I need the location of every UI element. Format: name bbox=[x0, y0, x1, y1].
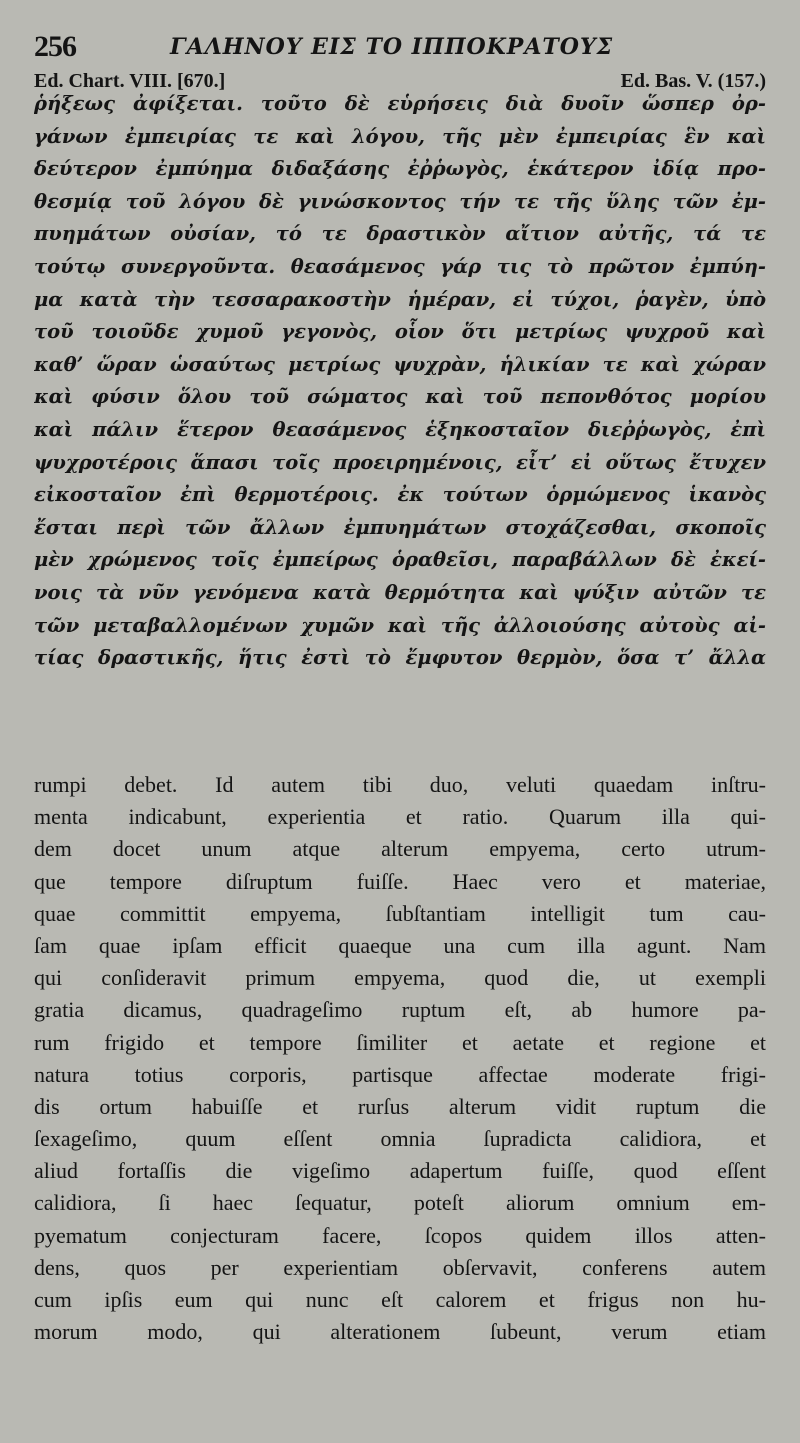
greek-text-line: ῥήξεως ἀφίξεται. τοῦτο δὲ εὑρήσεις διὰ δυοῖν ὥσπερ ὀρ- bbox=[34, 92, 766, 115]
latin-text-line: morum modo, qui alterationem ſubeunt, verum etiam bbox=[34, 1319, 766, 1345]
greek-text-line: δεύτερον ἐμπύημα διδαξάσης ἐῤῥωγὸς, ἑκάτερον ἰδίᾳ προ- bbox=[34, 157, 766, 181]
latin-text-line: dis ortum habuiſſe et rurſus alterum vidit ruptum die bbox=[34, 1093, 766, 1119]
latin-text-line: calidiora, ſi haec ſequatur, poteſt aliorum omnium em- bbox=[34, 1190, 766, 1216]
greek-text-line: νοις τὰ νῦν γενόμενα κατὰ θερμότητα καὶ ψύξιν αὐτῶν τε bbox=[34, 580, 766, 604]
latin-text-line: dens, quos per experientiam obſervavit, conferens autem bbox=[34, 1254, 766, 1280]
edition-reference-basel: Ed. Bas. V. (157.) bbox=[620, 70, 766, 92]
latin-text-block bbox=[34, 769, 766, 1348]
greek-text-line: ἔσται περὶ τῶν ἄλλων ἐμπυημάτων στοχάζεσθαι, σκοποῖς bbox=[34, 515, 766, 539]
latin-text-line: qui conſideravit primum empyema, quod die, ut exempli bbox=[34, 965, 766, 991]
latin-text-line: dem docet unum atque alterum empyema, certo utrum- bbox=[34, 836, 766, 862]
greek-text-line: θεσμίᾳ τοῦ λόγου δὲ γινώσκοντος τήν τε τῆς ὕλης τῶν ἐμ- bbox=[34, 189, 766, 213]
greek-text-line: καὶ πάλιν ἕτερον θεασάμενος ἑξηκοσταῖον διεῤῥωγὸς, ἐπὶ bbox=[34, 417, 766, 441]
latin-text-line: menta indicabunt, experientia et ratio. Quarum illa qui- bbox=[34, 804, 766, 830]
latin-text-line: quae committit empyema, ſubſtantiam intelligit tum cau- bbox=[34, 900, 766, 926]
latin-text-line: gratia dicamus, quadrageſimo ruptum eſt, ab humore pa- bbox=[34, 997, 766, 1023]
greek-text-line: εἰκοσταῖον ἐπὶ θερμοτέροις. ἐκ τούτων ὁρμώμενος ἱκανὸς bbox=[34, 483, 766, 507]
latin-text-line: que tempore diſruptum fuiſſe. Haec vero et materiae, bbox=[34, 868, 766, 894]
greek-text-line: μα κατὰ τὴν τεσσαρακοστὴν ἡμέραν, εἰ τύχοι, ῥαγὲν, ὑπὸ bbox=[34, 287, 766, 311]
running-title: ΓΑΛΗΝΟΥ ΕΙΣ ΤΟ ΙΠΠΟΚΡΑΤΟΥΣ bbox=[170, 34, 614, 60]
latin-text-line: ſexageſimo, quum eſſent omnia ſupradicta calidiora, et bbox=[34, 1126, 766, 1152]
greek-text-line: πυημάτων οὐσίαν, τό τε δραστικὸν αἴτιον αὐτῆς, τά τε bbox=[34, 222, 766, 246]
edition-reference-chartier: Ed. Chart. VIII. [670.] bbox=[34, 70, 226, 92]
greek-text-line: μὲν χρώμενος τοῖς ἐμπείρως ὁραθεῖσι, παραβάλλων δὲ ἐκεί- bbox=[34, 548, 766, 572]
greek-text-line: ψυχροτέροις ἅπασι τοῖς προειρημένοις, εἶτ’ εἰ οὕτως ἔτυχεν bbox=[34, 450, 766, 474]
latin-text-line: natura totius corporis, partisque affectae moderate frigi- bbox=[34, 1061, 766, 1087]
greek-text-line: γάνων ἐμπειρίας τε καὶ λόγου, τῆς μὲν ἐμπειρίας ἓν καὶ bbox=[34, 124, 766, 148]
greek-text-block bbox=[34, 88, 766, 675]
latin-text-line: pyematum conjecturam facere, ſcopos quidem illos atten- bbox=[34, 1222, 766, 1248]
running-head bbox=[34, 30, 774, 64]
latin-text-line: rumpi debet. Id autem tibi duo, veluti quaedam inſtru- bbox=[34, 772, 766, 797]
latin-text-line: ſam quae ipſam efficit quaeque una cum illa agunt. Nam bbox=[34, 932, 766, 958]
latin-text-line: rum frigido et tempore ſimiliter et aetate et regione et bbox=[34, 1029, 766, 1055]
greek-text-line: τίας δραστικῆς, ἥτις ἐστὶ τὸ ἔμφυτον θερμὸν, ὅσα τ’ ἄλλα bbox=[34, 646, 766, 670]
page-number: 256 bbox=[34, 30, 76, 63]
latin-text-line: aliud fortaſſis die vigeſimo adapertum fuiſſe, quod eſſent bbox=[34, 1158, 766, 1184]
greek-text-line: τοῦ τοιοῦδε χυμοῦ γεγονὸς, οἷον ὅτι μετρίως ψυχροῦ καὶ bbox=[34, 320, 766, 344]
greek-text-line: καὶ φύσιν ὅλου τοῦ σώματος καὶ τοῦ πεπονθότος μορίου bbox=[34, 385, 766, 409]
greek-text-line: καθ’ ὥραν ὡσαύτως μετρίως ψυχρὰν, ἡλικίαν τε καὶ χώραν bbox=[34, 352, 766, 376]
latin-text-line: cum ipſis eum qui nunc eſt calorem et frigus non hu- bbox=[34, 1287, 766, 1312]
greek-text-line: τούτῳ συνεργοῦντα. θεασάμενος γάρ τις τὸ πρῶτον ἐμπύη- bbox=[34, 254, 766, 278]
greek-text-line: τῶν μεταβαλλομένων χυμῶν καὶ τῆς ἀλλοιούσης αὐτοὺς αἰ- bbox=[34, 613, 766, 637]
